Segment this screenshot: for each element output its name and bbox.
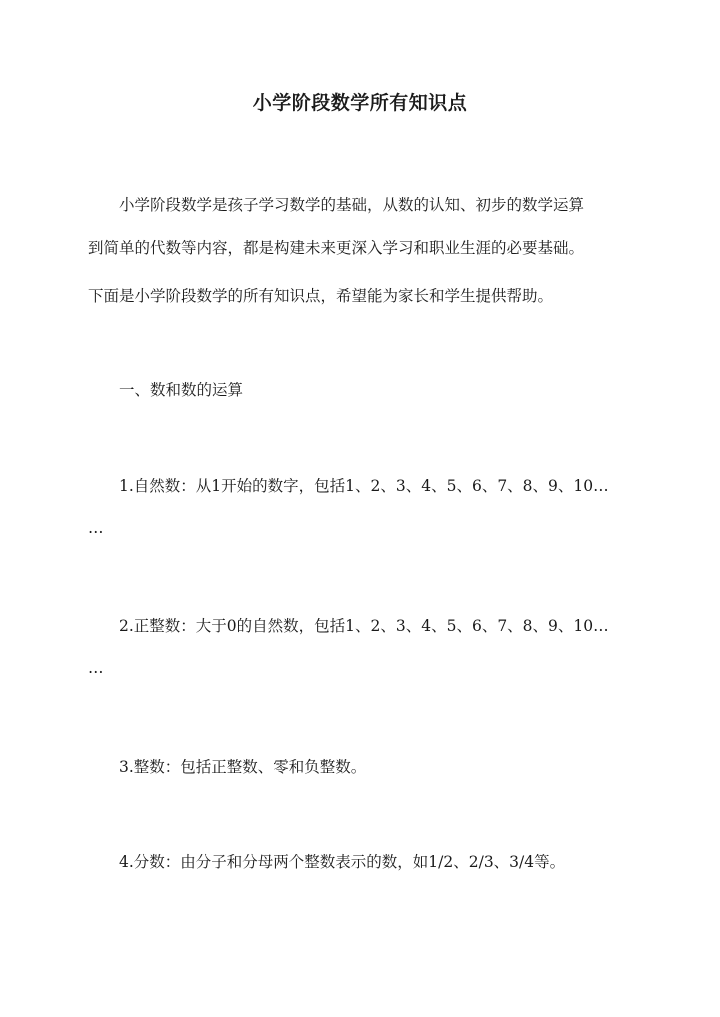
section-heading: 一、数和数的运算 [119, 381, 244, 399]
item-1-line-2: … [88, 519, 104, 537]
item-4-line-1: 4.分数：由分子和分母两个整数表示的数，如1/2、2/3、3/4等。 [119, 853, 566, 871]
document-title: 小学阶段数学所有知识点 [252, 92, 468, 114]
intro-line-2: 到简单的代数等内容，都是构建未来更深入学习和职业生涯的必要基础。 [88, 239, 585, 257]
intro-line-3: 下面是小学阶段数学的所有知识点，希望能为家长和学生提供帮助。 [88, 287, 554, 305]
item-2-line-2: … [88, 659, 104, 677]
item-1-line-1: 1.自然数：从1开始的数字，包括1、2、3、4、5、6、7、8、9、10… [119, 477, 609, 495]
intro-line-1: 小学阶段数学是孩子学习数学的基础，从数的认知、初步的数学运算 [119, 196, 585, 214]
item-2-line-1: 2.正整数：大于0的自然数，包括1、2、3、4、5、6、7、8、9、10… [119, 617, 609, 635]
item-3-line-1: 3.整数：包括正整数、零和负整数。 [119, 758, 367, 776]
